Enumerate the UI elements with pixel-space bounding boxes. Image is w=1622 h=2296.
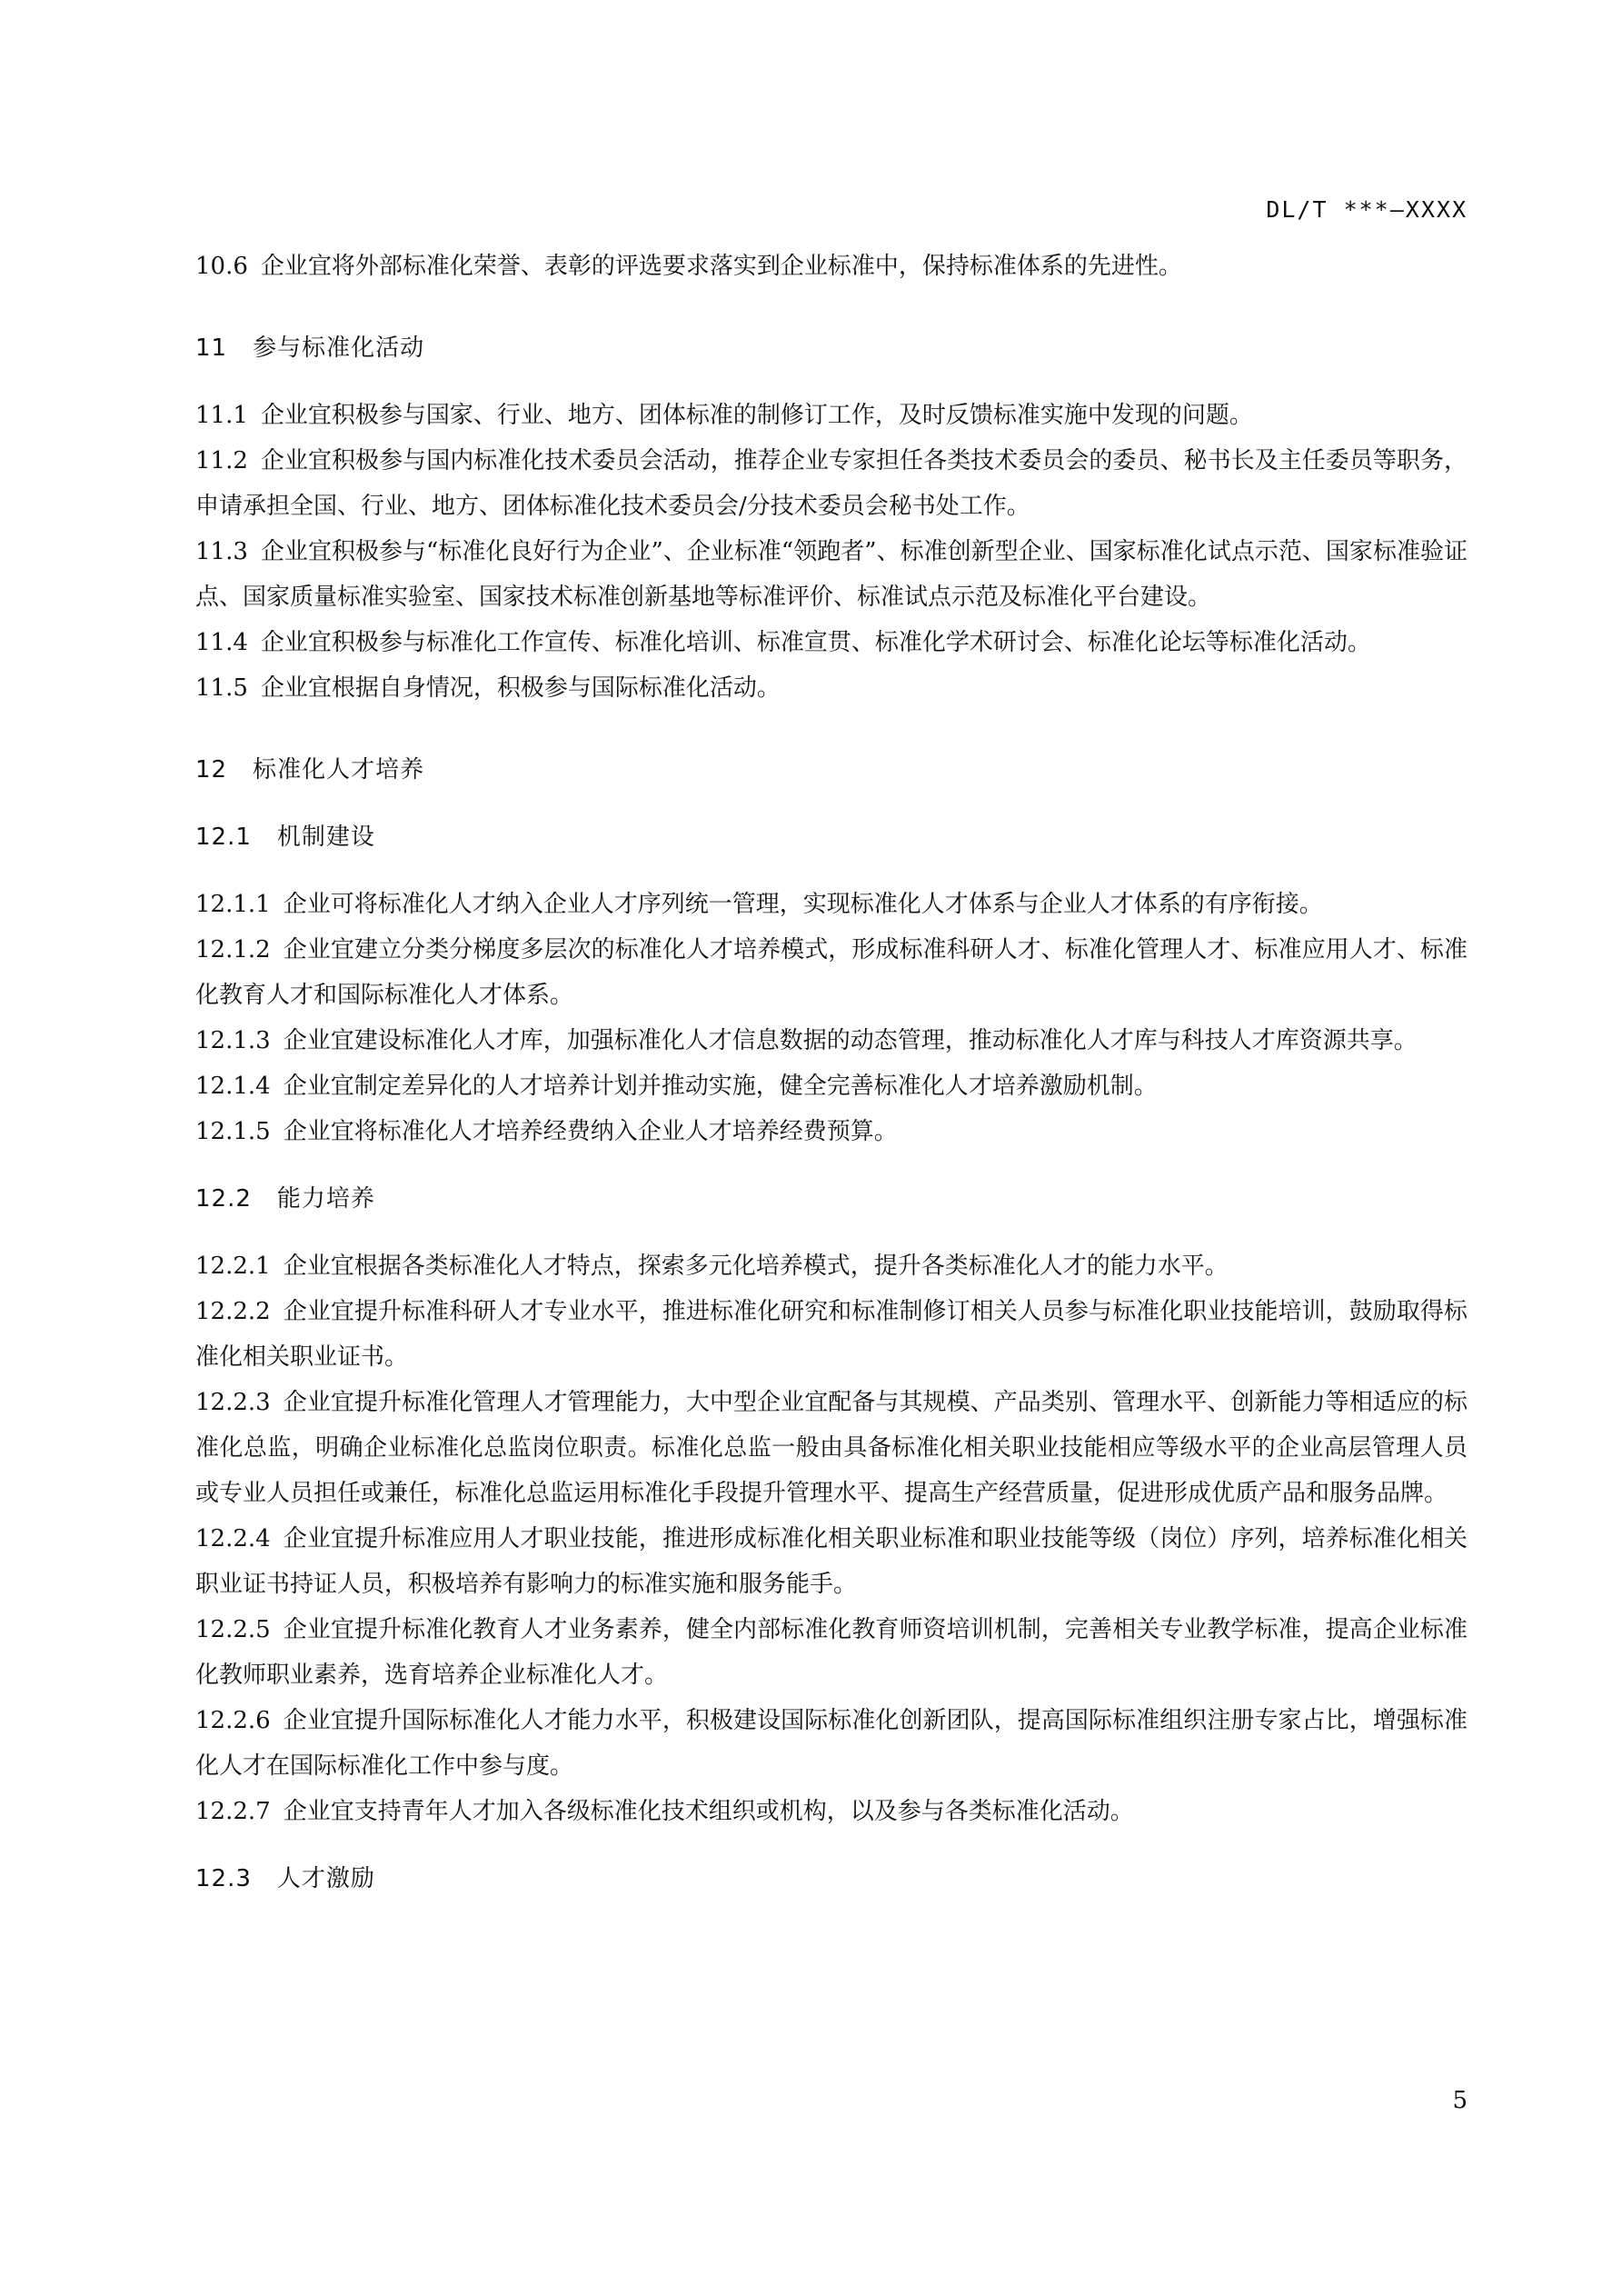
clause-12-1-5 [195,1109,1468,1154]
clause-12-1-2 [195,927,1468,1018]
section-title: 标准化人才培养 [253,756,425,784]
clause-12-1-1 [195,882,1468,927]
clause-text: 企业宜积极参与国内标准化技术委员会活动，推荐企业专家担任各类技术委员会的委员、秘书长及主任委员等职务，申请承担全国、行业、地方、团体标准化技术委员会/分技术委员会秘书处工作。 [195,447,1468,520]
section-heading-12 [195,747,1468,793]
clause-12-2-3 [195,1380,1468,1516]
subsection-title: 机制建设 [276,824,375,851]
clause-text: 企业宜根据自身情况，积极参与国际标准化活动。 [260,674,781,702]
clause-text: 企业宜提升标准应用人才职业技能，推进形成标准化相关职业标准和职业技能等级（岗位）序列，培养标准化相关职业证书持证人员，积极培养有影响力的标准实施和服务能手。 [195,1525,1468,1598]
clause-number: 12.1.5 [195,1118,271,1145]
clause-text: 企业宜积极参与“标准化良好行为企业”、企业标准“领跑者”、标准创新型企业、国家标准化试点示范、国家标准验证点、国家质量标准实验室、国家技术标准创新基地等标准评价、标准试点示范及标准化平台建设。 [195,538,1468,611]
clause-text: 企业宜支持青年人才加入各级标准化技术组织或机构，以及参与各类标准化活动。 [283,1798,1134,1825]
subsection-heading-12-1 [195,814,1468,860]
subsection-number: 12.1 [195,824,252,851]
clause-text: 企业宜积极参与国家、行业、地方、团体标准的制修订工作，及时反馈标准实施中发现的问题。 [260,402,1253,429]
clause-number: 10.6 [195,253,248,280]
clause-11-3 [195,529,1468,620]
clause-11-5 [195,665,1468,711]
clause-number: 12.1.4 [195,1073,271,1100]
clause-text: 企业可将标准化人才纳入企业人才序列统一管理，实现标准化人才体系与企业人才体系的有序衔接。 [283,891,1323,918]
clause-12-2-5 [195,1607,1468,1698]
subsection-title: 人才激励 [276,1865,375,1892]
clause-12-1-3 [195,1018,1468,1063]
clause-number: 12.2.6 [195,1707,271,1734]
clause-number: 12.2.4 [195,1525,271,1552]
clause-text: 企业宜建设标准化人才库，加强标准化人才信息数据的动态管理，推动标准化人才库与科技人才库资源共享。 [283,1027,1418,1054]
clause-number: 12.1.3 [195,1027,271,1054]
subsection-number: 12.3 [195,1865,252,1892]
subsection-number: 12.2 [195,1185,252,1213]
subsection-heading-12-2 [195,1176,1468,1222]
clause-number: 12.2.5 [195,1616,271,1643]
clause-11-2 [195,438,1468,529]
page-number: 5 [1452,2087,1468,2114]
section-title: 参与标准化活动 [253,334,425,362]
document-code: DL/T ***—XXXX [1266,196,1468,223]
clause-number: 11.2 [195,447,248,474]
clause-number: 12.2.3 [195,1389,271,1416]
clause-number: 11.3 [195,538,248,565]
clause-11-4 [195,620,1468,665]
section-number: 11 [195,334,228,362]
clause-12-2-6 [195,1698,1468,1789]
clause-text: 企业宜将标准化人才培养经费纳入企业人才培养经费预算。 [283,1118,898,1145]
clause-number: 11.5 [195,674,248,702]
clause-number: 11.1 [195,402,248,429]
clause-11-1 [195,393,1468,438]
clause-number: 11.4 [195,629,248,656]
clause-text: 企业宜提升国际标准化人才能力水平，积极建设国际标准化创新团队，提高国际标准组织注册专家占比，增强标准化人才在国际标准化工作中参与度。 [195,1707,1468,1780]
clause-number: 12.2.1 [195,1253,271,1280]
clause-text: 企业宜提升标准化教育人才业务素养，健全内部标准化教育师资培训机制，完善相关专业教学标准，提高企业标准化教师职业素养，选育培养企业标准化人才。 [195,1616,1468,1689]
subsection-title: 能力培养 [276,1185,375,1213]
section-number: 12 [195,756,228,784]
clause-12-2-4 [195,1516,1468,1607]
clause-text: 企业宜将外部标准化荣誉、表彰的评选要求落实到企业标准中，保持标准体系的先进性。 [260,253,1182,280]
clause-text: 企业宜提升标准化管理人才管理能力，大中型企业宜配备与其规模、产品类别、管理水平、创新能力等相适应的标准化总监，明确企业标准化总监岗位职责。标准化总监一般由具备标准化相关职业技能相应等级水平的企业高层管理人员或专业人员担任或兼任，标准化总监运用标准化手段提升管理水平、提高生产经营质量，促进形成优质产品和服务品牌。 [195,1389,1468,1507]
clause-number: 12.2.7 [195,1798,271,1825]
subsection-heading-12-3 [195,1856,1468,1902]
clause-12-1-4 [195,1063,1468,1109]
section-heading-11 [195,325,1468,371]
clause-number: 12.1.1 [195,891,271,918]
clause-number: 12.1.2 [195,936,271,963]
clause-10-6 [195,244,1468,289]
clause-12-2-1 [195,1243,1468,1289]
clause-12-2-7 [195,1789,1468,1834]
clause-number: 12.2.2 [195,1298,271,1325]
clause-text: 企业宜提升标准科研人才专业水平，推进标准化研究和标准制修订相关人员参与标准化职业技能培训，鼓励取得标准化相关职业证书。 [195,1298,1468,1371]
clause-text: 企业宜根据各类标准化人才特点，探索多元化培养模式，提升各类标准化人才的能力水平。 [283,1253,1229,1280]
clause-12-2-2 [195,1289,1468,1380]
clause-text: 企业宜制定差异化的人才培养计划并推动实施，健全完善标准化人才培养激励机制。 [283,1073,1158,1100]
clause-text: 企业宜建立分类分梯度多层次的标准化人才培养模式，形成标准科研人才、标准化管理人才、标准应用人才、标准化教育人才和国际标准化人才体系。 [195,936,1468,1009]
document-body [195,244,1468,1902]
clause-text: 企业宜积极参与标准化工作宣传、标准化培训、标准宣贯、标准化学术研讨会、标准化论坛等标准化活动。 [260,629,1371,656]
